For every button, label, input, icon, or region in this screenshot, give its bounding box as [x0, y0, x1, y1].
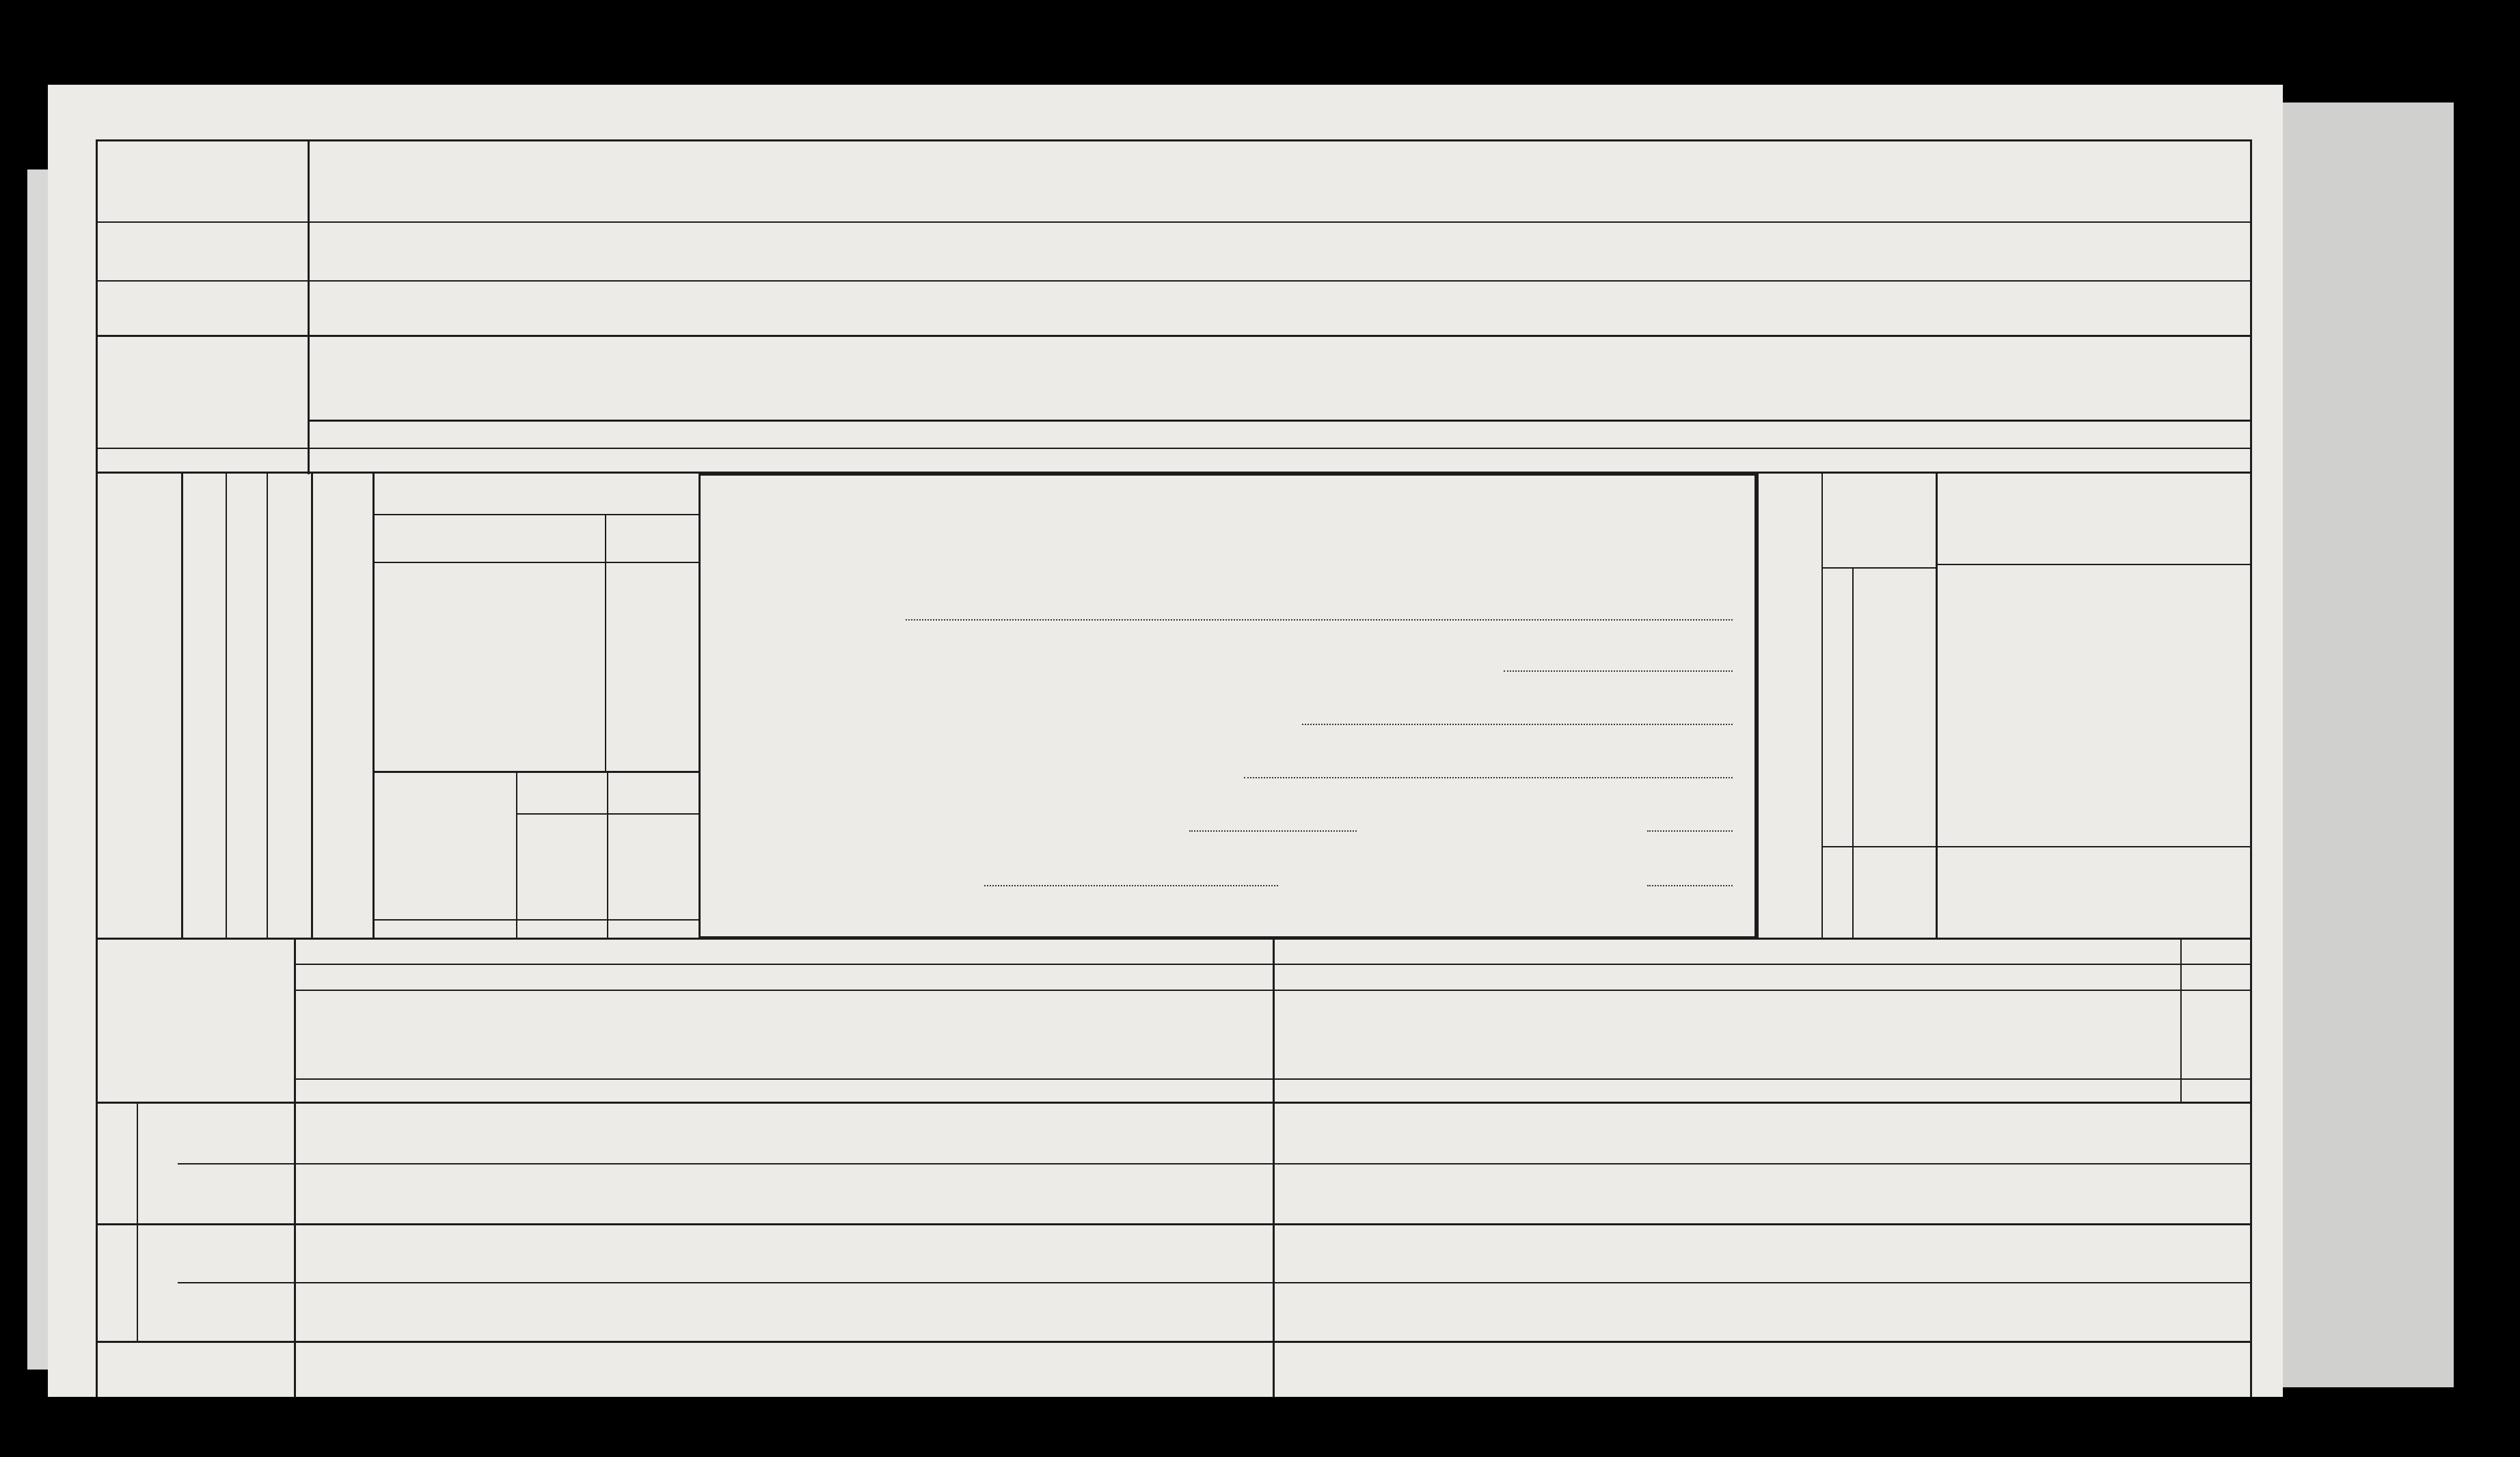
rule [1821, 474, 1823, 938]
rule [181, 474, 183, 938]
rule [178, 1282, 2250, 1283]
rule [516, 813, 701, 815]
rule [96, 280, 2250, 282]
rule [96, 221, 2250, 223]
rule [96, 335, 2250, 337]
rule [607, 772, 608, 938]
rule [137, 1102, 138, 1341]
rule [294, 964, 2250, 965]
rule [372, 474, 375, 938]
rule [1757, 474, 1759, 938]
rule [294, 990, 2250, 991]
rule [372, 919, 701, 921]
rule [178, 1163, 2250, 1165]
answer-line [1647, 885, 1733, 886]
answer-line [1504, 670, 1733, 672]
paper-edge-right [2283, 103, 2454, 1387]
private-box [699, 474, 1757, 938]
rule [294, 1078, 2250, 1080]
rule [267, 474, 268, 938]
rule [1823, 846, 1938, 847]
rule [372, 771, 701, 773]
rule [1936, 474, 1938, 938]
rule [372, 562, 701, 563]
answer-line [906, 619, 1733, 621]
rule [516, 772, 517, 938]
rule [311, 474, 313, 938]
rule [294, 940, 296, 1398]
rule [96, 139, 2250, 141]
rule [2180, 940, 2182, 1102]
rule [605, 514, 606, 772]
rule [96, 448, 2250, 449]
rule [96, 1341, 2250, 1343]
answer-line [1244, 777, 1733, 778]
rule [226, 474, 227, 938]
rule [96, 139, 98, 1397]
rule [308, 139, 310, 474]
rule [96, 1223, 2250, 1225]
rule [96, 1102, 2250, 1104]
answer-line [1647, 830, 1733, 832]
rule [1938, 846, 2250, 847]
rule [1273, 940, 1275, 1398]
answer-line [984, 885, 1278, 886]
rule [1852, 567, 1854, 938]
rule [372, 514, 701, 515]
rule [2250, 139, 2252, 1397]
rule [1823, 567, 1938, 569]
answer-line [1302, 724, 1733, 725]
answer-line [1189, 830, 1357, 832]
rule [1938, 564, 2250, 565]
rule [308, 420, 2250, 422]
